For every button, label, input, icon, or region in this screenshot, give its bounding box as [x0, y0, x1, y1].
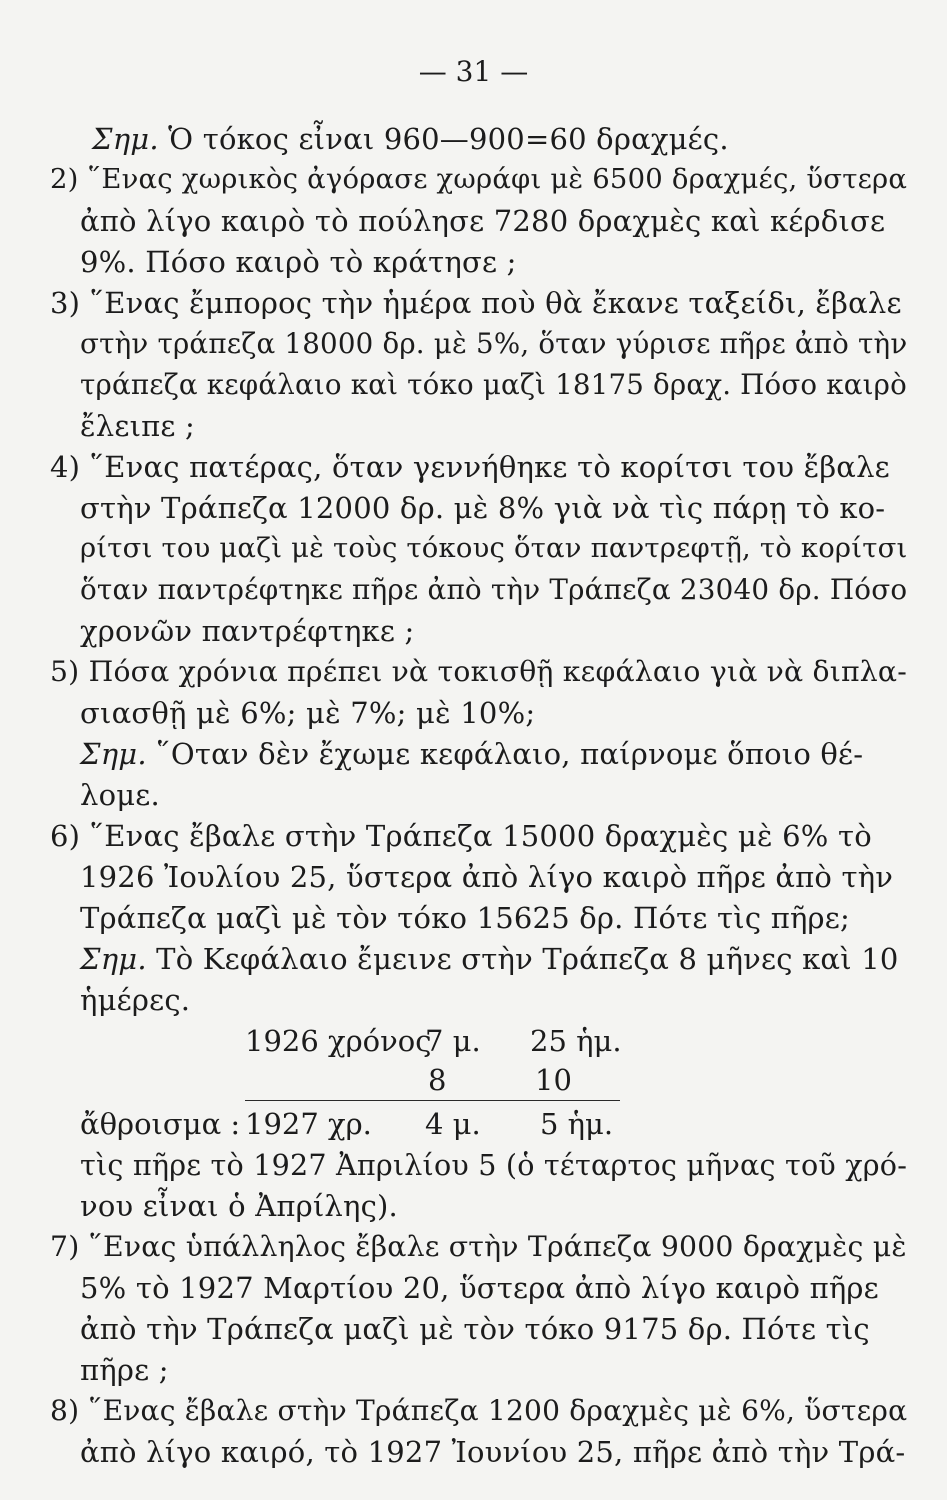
text-line: ὅταν παντρέφτηκε πῆρε ἀπὸ τὴν Τράπεζα 23040 δρ. Πόσο	[80, 573, 908, 606]
text-line: ἀπὸ λίγο καιρὸ τὸ πούλησε 7280 δραχμὲς καὶ κέρδισε	[80, 204, 886, 238]
text-line: 2) ῞Ενας χωρικὸς ἀγόρασε χωράφι μὲ 6500 δραχμές, ὕστερα	[50, 164, 908, 195]
text-line: 3) ῞Ενας ἔμπορος τὴν ἡμέρα ποὺ θὰ ἔκανε ταξείδι, ἔβαλε	[50, 286, 902, 320]
note-text: ῞Οταν δὲν ἔχωμε κεφάλαιο, παίρνομε ὅποιο θέ-	[146, 737, 864, 771]
text-line: τὶς πῆρε τὸ 1927 Ἀπριλίου 5 (ὁ τέταρτος μῆνας τοῦ χρό-	[80, 1148, 908, 1182]
text-line: ἀπὸ τὴν Τράπεζα μαζὶ μὲ τὸν τόκο 9175 δρ. Πότε τὶς	[80, 1312, 870, 1346]
note-label: Σημ.	[92, 122, 159, 156]
sum-rule	[245, 1100, 620, 1101]
text-line: νου εἶναι ὁ Ἀπρίλης).	[80, 1189, 398, 1223]
text-line: 9%. Πόσο καιρὸ τὸ κράτησε ;	[80, 245, 517, 279]
text-line: λομε.	[80, 778, 160, 812]
text-line: 6) ῞Ενας ἔβαλε στὴν Τράπεζα 15000 δραχμὲς μὲ 6% τὸ	[50, 819, 872, 853]
text-line: τράπεζα κεφάλαιο καὶ τόκο μαζὶ 18175 δραχ. Πόσο καιρὸ	[80, 368, 907, 401]
text-line: 5% τὸ 1927 Μαρτίου 20, ὕστερα ἀπὸ λίγο καιρὸ πῆρε	[80, 1271, 879, 1305]
text-line: 1926 Ἰουλίου 25, ὕστερα ἀπὸ λίγο καιρὸ πῆρε ἀπὸ τὴν	[80, 860, 894, 894]
calc-months: 8	[428, 1063, 447, 1097]
text-line: 8) ῞Ενας ἔβαλε στὴν Τράπεζα 1200 δραχμὲς μὲ 6%, ὕστερα	[50, 1394, 908, 1427]
text-line: ἡμέρες.	[80, 983, 191, 1017]
note-label: Σημ.	[80, 737, 147, 771]
calc-year: 1926 χρόνος	[245, 1024, 432, 1058]
text-line: στὴν τράπεζα 18000 δρ. μὲ 5%, ὅταν γύρισε πῆρε ἀπὸ τὴν	[80, 327, 908, 360]
text-line: Τράπεζα μαζὶ μὲ τὸν τόκο 15625 δρ. Πότε τὶς πῆρε;	[80, 901, 851, 935]
calc-year: 1927 χρ.	[245, 1107, 372, 1141]
text-line: ἀπὸ λίγο καιρό, τὸ 1927 Ἰουνίου 25, πῆρε ἀπὸ τὴν Τρά-	[80, 1435, 906, 1469]
sum-label: ἄθροισμα :	[80, 1107, 241, 1141]
note-line	[80, 736, 863, 772]
calc-months: 7 μ.	[425, 1024, 481, 1058]
calc-days: 25 ἡμ.	[530, 1024, 622, 1058]
text-line: πῆρε ;	[80, 1353, 169, 1387]
text-line: ἔλειπε ;	[80, 409, 196, 443]
calc-months: 4 μ.	[425, 1107, 481, 1141]
text-line: χρονῶν παντρέφτηκε ;	[80, 614, 415, 648]
text-line: ρίτσι του μαζὶ μὲ τοὺς τόκους ὅταν παντρεφτῇ, τὸ κορίτσι	[80, 533, 908, 564]
note-text: Τὸ Κεφάλαιο ἔμεινε στὴν Τράπεζα 8 μῆνες καὶ 10	[146, 942, 899, 976]
note-line	[92, 121, 729, 157]
calc-days: 5 ἡμ.	[540, 1107, 614, 1141]
page-number: — 31 —	[418, 55, 529, 88]
text-line: 7) ῞Ενας ὑπάλληλος ἔβαλε στὴν Τράπεζα 9000 δραχμὲς μὲ	[50, 1230, 907, 1263]
note-line	[80, 941, 899, 977]
calc-days: 10	[535, 1063, 572, 1097]
text-line: στὴν Τράπεζα 12000 δρ. μὲ 8% γιὰ νὰ τὶς πάρῃ τὸ κο-	[80, 491, 886, 525]
note-text: Ὁ τόκος εἶναι 960—900=60 δραχμές.	[158, 122, 729, 156]
text-line: σιασθῇ μὲ 6%; μὲ 7%; μὲ 10%;	[80, 696, 536, 730]
text-line: 5) Πόσα χρόνια πρέπει νὰ τοκισθῇ κεφάλαιο γιὰ νὰ διπλα-	[50, 655, 907, 688]
text-line: 4) ῞Ενας πατέρας, ὅταν γεννήθηκε τὸ κορίτσι του ἔβαλε	[50, 450, 890, 484]
note-label: Σημ.	[80, 942, 147, 976]
